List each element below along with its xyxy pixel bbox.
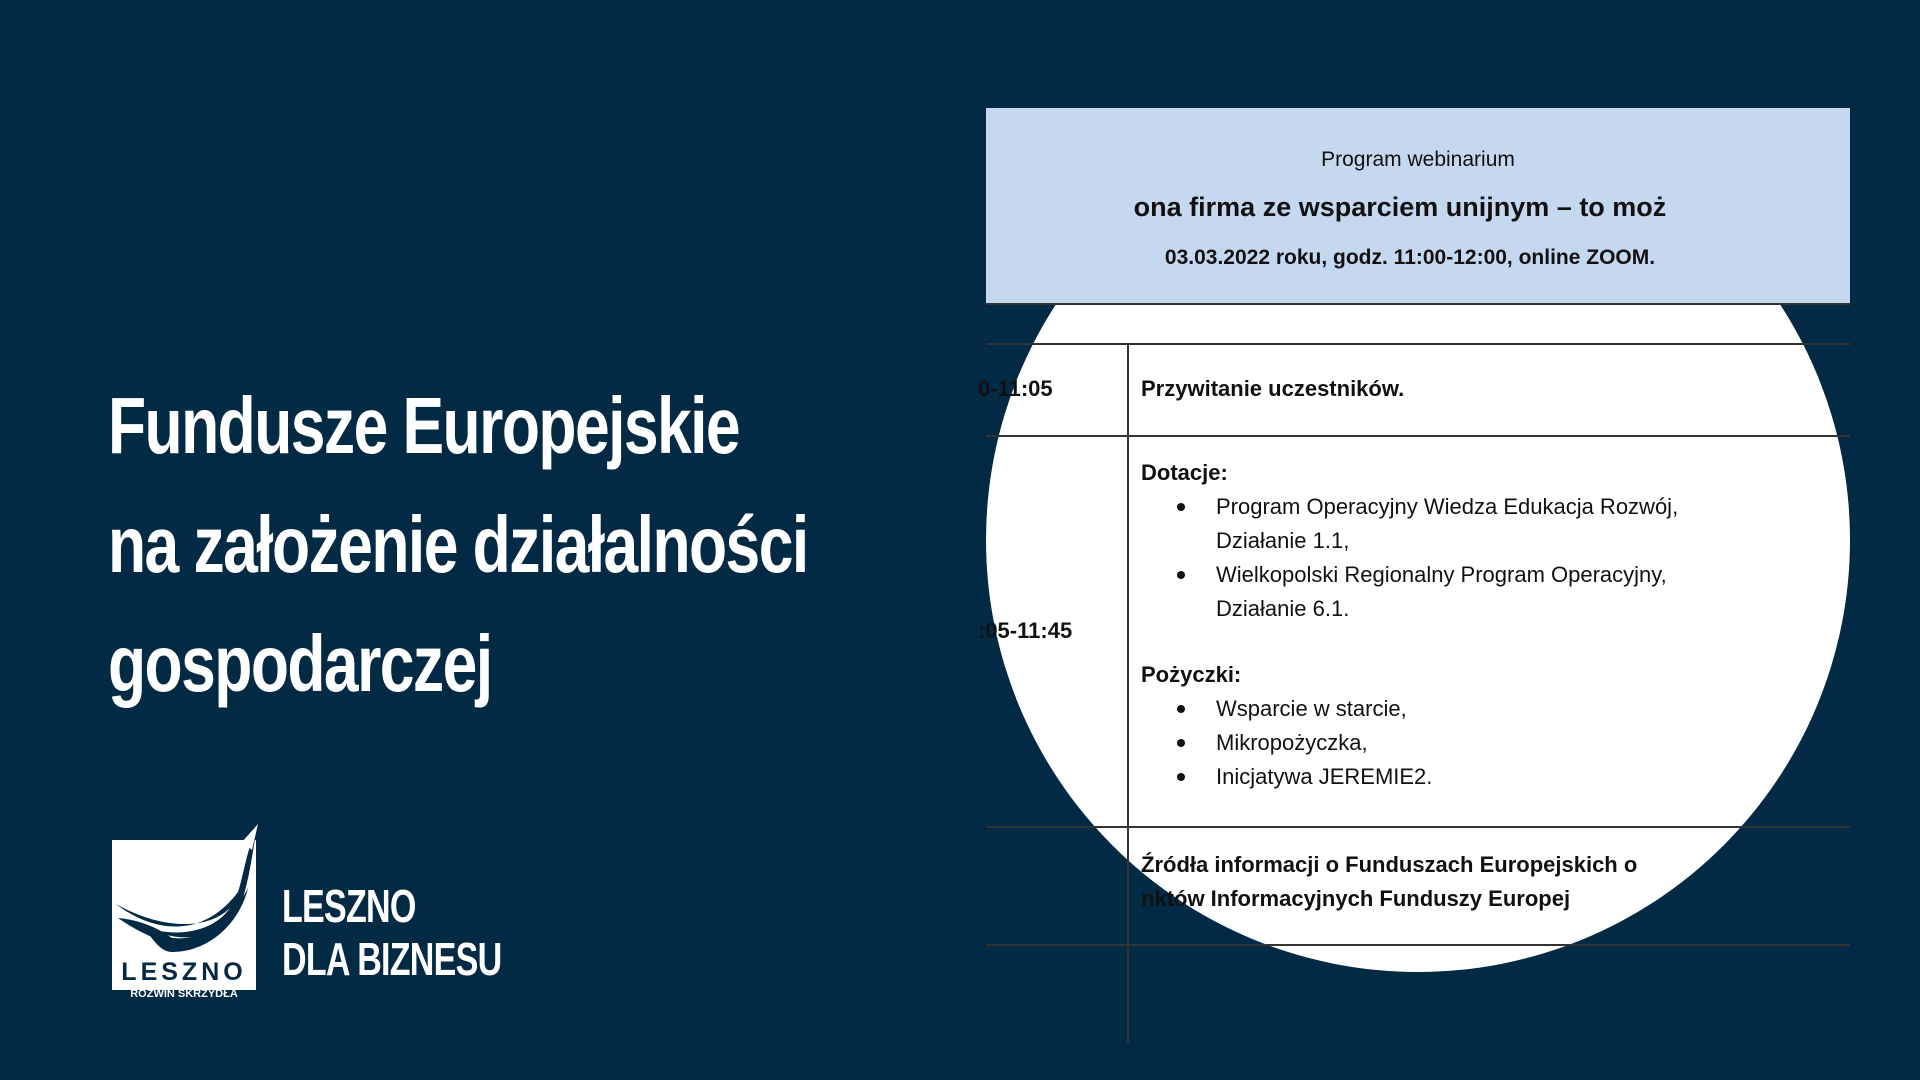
bullet-icon — [1177, 739, 1185, 747]
table-border-row-3 — [986, 944, 1850, 946]
list-item: Wielkopolski Regionalny Program Operacyjny, — [1141, 558, 1678, 592]
dotacje-label: Dotacje: — [1141, 460, 1228, 485]
headline-line-1: Fundusze Europejskie — [108, 381, 740, 470]
pozyczki-label: Pożyczki: — [1141, 662, 1242, 687]
row-1-time: 0-11:05 — [978, 376, 1053, 401]
row-3-line-1: Źródła informacji o Funduszach Europejskich o — [1141, 852, 1638, 877]
headline — [108, 366, 808, 723]
row-1-text — [1141, 372, 1404, 406]
table-border-top — [986, 343, 1850, 345]
bullet-icon — [1177, 705, 1185, 713]
row-3-content — [1141, 848, 1637, 916]
wings-icon — [112, 822, 260, 998]
table-border-row-1 — [986, 435, 1850, 437]
row-2-time: :05-11:45 — [978, 618, 1073, 643]
logo-text-line-2: DLA BIZNESU — [282, 933, 502, 985]
table-border-row-2 — [986, 826, 1850, 828]
row-3-line-2: nktów Informacyjnych Funduszy Europej — [1141, 886, 1571, 911]
list-item: Wsparcie w starcie, — [1141, 692, 1678, 726]
table-column-divider — [1127, 343, 1129, 1043]
leszno-logo — [112, 822, 502, 1002]
bullet-icon — [1177, 773, 1185, 781]
list-item: Mikropożyczka, — [1141, 726, 1678, 760]
document-preview-circle — [978, 108, 1850, 972]
logo-mark-word: LESZNO — [121, 958, 247, 986]
logo-mark-tagline: ROZWIŃ SKRZYDŁA — [130, 988, 238, 1000]
row-1-text-label: Przywitanie uczestników. — [1141, 376, 1405, 401]
document-subtitle: ona firma ze wsparciem unijnym – to moż — [1133, 192, 1667, 222]
document-header — [986, 108, 1850, 305]
document-date-line: 03.03.2022 roku, godz. 11:00-12:00, online ZOOM. — [1164, 246, 1656, 269]
bullet-icon — [1177, 571, 1185, 579]
row-2-content — [1141, 456, 1678, 794]
document-title: Program webinarium — [1321, 148, 1515, 171]
list-item: Inicjatywa JEREMIE2. — [1141, 760, 1678, 794]
logo-text — [282, 880, 501, 986]
list-item: Program Operacyjny Wiedza Edukacja Rozwój, — [1141, 490, 1678, 524]
bullet-icon — [1177, 503, 1185, 511]
logo-text-line-1: LESZNO — [282, 880, 416, 932]
headline-line-3: gospodarczej — [108, 619, 492, 708]
list-item-continuation: Działanie 1.1, — [1216, 528, 1350, 553]
headline-line-2: na założenie działalności — [108, 500, 808, 589]
list-item-continuation: Działanie 6.1. — [1216, 596, 1350, 621]
leszno-logo-mark — [112, 822, 260, 998]
